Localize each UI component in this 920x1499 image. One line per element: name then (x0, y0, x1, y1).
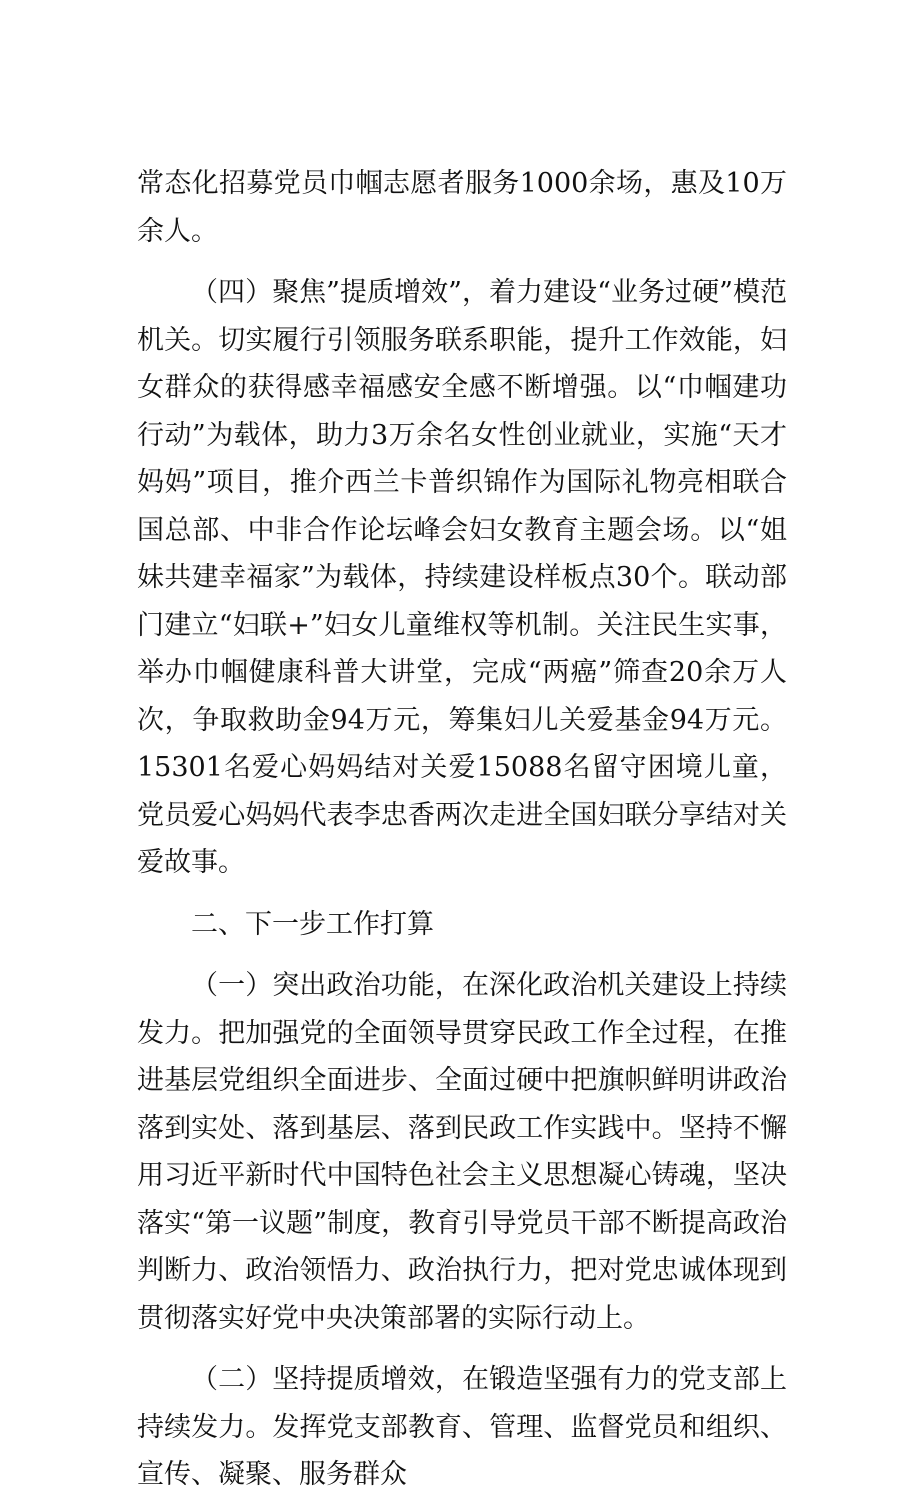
paragraph-next-step-one: （一）突出政治功能，在深化政治机关建设上持续发力。把加强党的全面领导贯穿民政工作全过程，在推进基层党组织全面进步、全面过硬中把旗帜鲜明讲政治落到实处、落到基层、落到民政工作实践中。坚持不懈用习近平新时代中国特色社会主义思想凝心铸魂，坚决落实“第一议题”制度，教育引导党员干部不断提高政治判断力、政治领悟力、政治执行力，把对党忠诚体现到贯彻落实好党中央决策部署的实际行动上。 (137, 970, 787, 1334)
paragraph-next-step-two: （二）坚持提质增效，在锻造坚强有力的党支部上持续发力。发挥党支部教育、管理、监督党员和组织、宣传、凝聚、服务群众 (137, 1364, 787, 1490)
paragraph-section-four: （四）聚焦”提质增效”，着力建设“业务过硬”模范机关。切实履行引领服务联系职能，提升工作效能，妇女群众的获得感幸福感安全感不断增强。以“巾帼建功行动”为载体，助力3万余名女性创业就业，实施“天才妈妈”项目，推介西兰卡普织锦作为国际礼物亮相联合国总部、中非合作论坛峰会妇女教育主题会场。以“姐妹共建幸福家”为载体，持续建设样板点30个。联动部门建立“妇联+”妇女儿童维权等机制。关注民生实事，举办巾帼健康科普大讲堂，完成“两癌”筛查20余万人次，争取救助金94万元，筹集妇儿关爱基金94万元。15301名爱心妈妈结对关爱15088名留守困境儿童，党员爱心妈妈代表李忠香两次走进全国妇联分享结对关爱故事。 (137, 277, 787, 878)
section-heading-next-steps: 二、下一步工作打算 (191, 908, 434, 940)
document-body (137, 160, 787, 1499)
paragraph-continued: 常态化招募党员巾帼志愿者服务1000余场，惠及10万余人。 (137, 168, 787, 247)
